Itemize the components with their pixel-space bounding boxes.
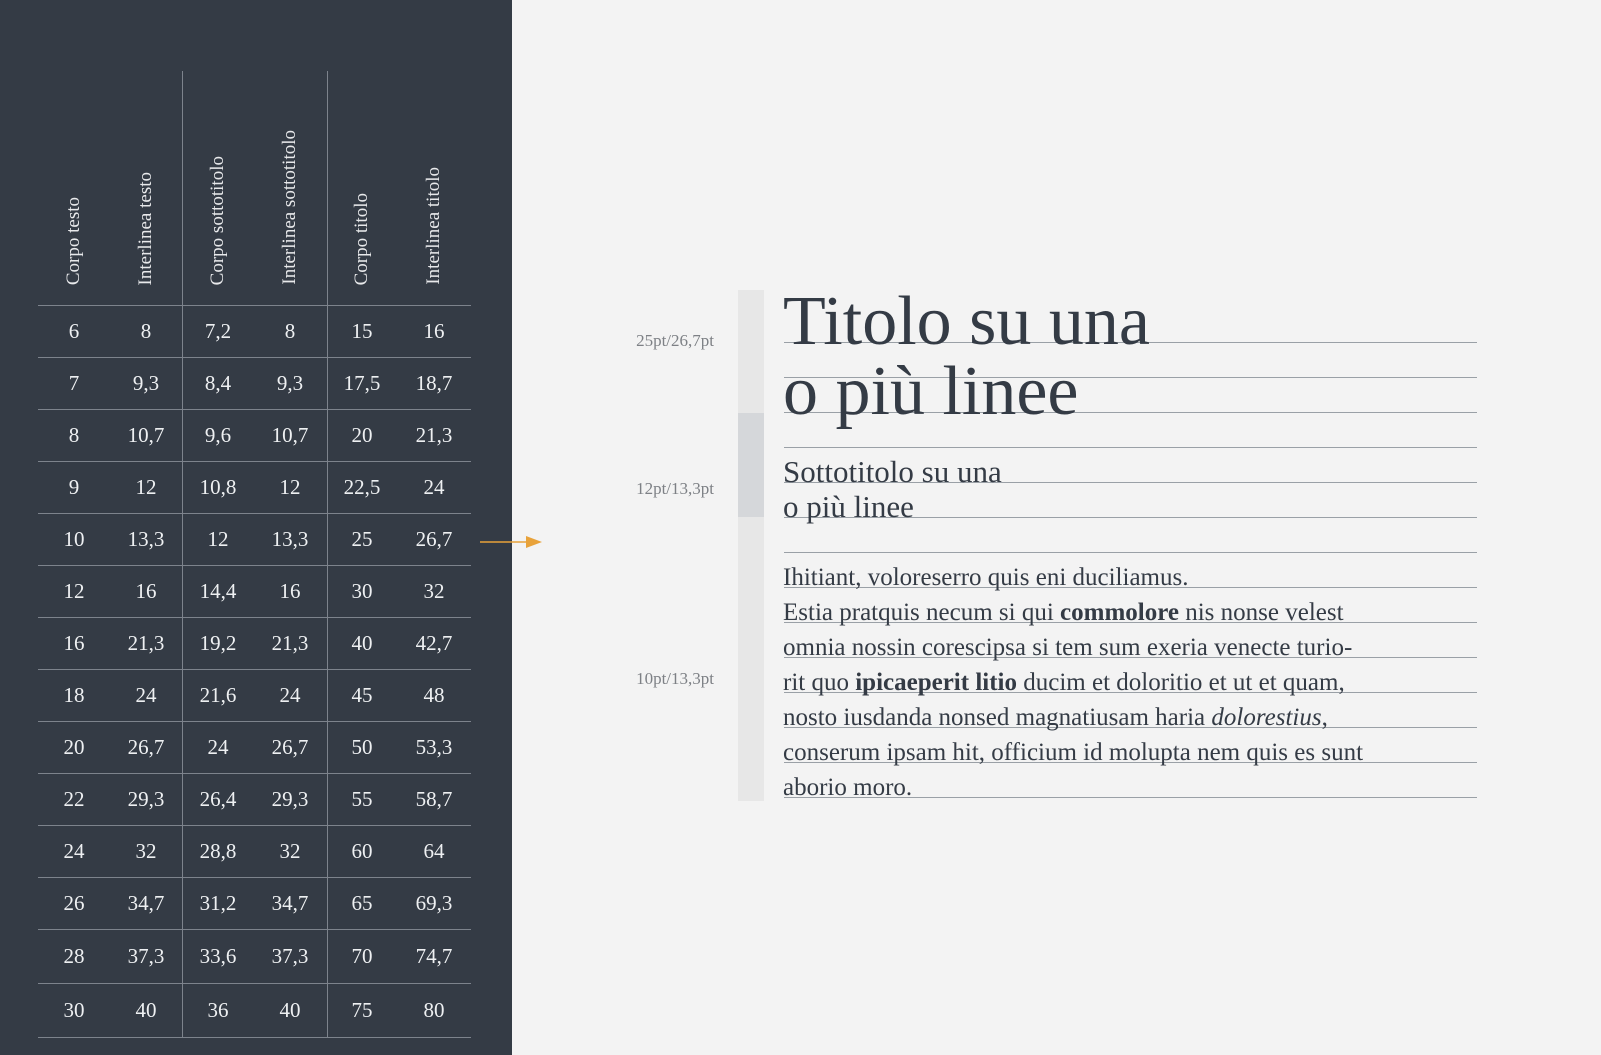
table-cell: 15 <box>351 319 373 343</box>
table-cell: 16 <box>135 579 157 603</box>
table-cell: 29,3 <box>127 787 165 811</box>
table-cell: 12 <box>207 527 229 551</box>
table-cell: 34,7 <box>271 891 309 915</box>
title-spec-label: 25pt/26,7pt <box>636 331 714 350</box>
table-cell: 20 <box>63 735 85 759</box>
table-row <box>38 566 471 618</box>
subtitle-spec-label: 12pt/13,3pt <box>636 479 714 498</box>
preview-subtitle-line: o più linee <box>783 489 914 524</box>
header-corpo-titolo: Corpo titolo <box>351 192 372 285</box>
table-cell: 30 <box>351 579 373 603</box>
scale-bar <box>738 290 764 801</box>
table-cell: 8 <box>68 423 80 447</box>
header-interlinea-titolo: Interlinea titolo <box>423 167 444 285</box>
preview-title-line: Titolo su una <box>783 283 1150 360</box>
table-cell: 75 <box>351 998 373 1022</box>
table-cell: 32 <box>279 839 301 863</box>
table-cell: 40 <box>351 631 373 655</box>
table-cell: 24 <box>207 735 229 759</box>
bold-text: commolore <box>1060 599 1179 626</box>
table-cell: 10,7 <box>271 423 309 447</box>
table-cell: 9,3 <box>132 371 160 395</box>
table-cell: 48 <box>423 683 445 707</box>
table-row <box>38 984 471 1038</box>
table-row <box>38 878 471 930</box>
table-cell: 12 <box>63 579 85 603</box>
table-cell: 74,7 <box>415 944 453 968</box>
table-cell: 22 <box>63 787 85 811</box>
table-cell: 34,7 <box>127 891 165 915</box>
table-cell: 12 <box>135 475 157 499</box>
table-cell: 25 <box>351 527 373 551</box>
table-cell: 24 <box>423 475 445 499</box>
table-cell: 16 <box>63 631 85 655</box>
table-cell: 28,8 <box>199 839 237 863</box>
table-cell: 8,4 <box>204 371 232 395</box>
table-cell: 20 <box>351 423 373 447</box>
table-cell: 6 <box>68 319 80 343</box>
table-cell: 37,3 <box>127 944 165 968</box>
table-cell: 65 <box>351 891 373 915</box>
table-cell: 8 <box>140 319 152 343</box>
table-cell: 26,7 <box>127 735 165 759</box>
table-cell: 13,3 <box>127 527 165 551</box>
table-cell: 50 <box>351 735 373 759</box>
header-interlinea-testo: Interlinea testo <box>135 171 156 285</box>
table-cell: 26,7 <box>271 735 309 759</box>
header-corpo-testo: Corpo testo <box>63 196 84 285</box>
table-cell: 10,8 <box>199 475 237 499</box>
table-cell: 9 <box>68 475 80 499</box>
table-cell: 24 <box>279 683 301 707</box>
preview-title-line: o più linee <box>783 353 1079 430</box>
table-cell: 7 <box>68 371 80 395</box>
table-cell: 16 <box>279 579 301 603</box>
table-cell: 69,3 <box>415 891 453 915</box>
table-cell: 33,6 <box>199 944 237 968</box>
table-cell: 80 <box>423 998 445 1022</box>
table-row <box>38 306 471 358</box>
table-cell: 30 <box>63 998 85 1022</box>
table-cell: 58,7 <box>415 787 453 811</box>
table-cell: 29,3 <box>271 787 309 811</box>
table-cell: 17,5 <box>343 371 381 395</box>
table-row <box>38 618 471 670</box>
header-interlinea-sottotitolo: Interlinea sottotitolo <box>279 130 300 285</box>
body-spec-label: 10pt/13,3pt <box>636 669 714 688</box>
size-table-panel <box>0 0 512 1055</box>
preview-body-line: Ihitiant, voloreserro quis eni duciliamus. <box>783 564 1189 591</box>
table-row <box>38 514 471 566</box>
table-row <box>38 722 471 774</box>
table-row <box>38 670 471 722</box>
table-cell: 7,2 <box>204 319 232 343</box>
table-cell: 14,4 <box>199 579 237 603</box>
preview-body-line: rit quo ipicaeperit litio ducim et doloritio et ut et quam, <box>783 669 1345 696</box>
table-cell: 28 <box>63 944 85 968</box>
table-cell: 19,2 <box>199 631 237 655</box>
table-cell: 18,7 <box>415 371 453 395</box>
preview-body-line: omnia nossin corescipsa si tem sum exeria venecte turio- <box>783 634 1353 661</box>
table-cell: 21,3 <box>271 631 309 655</box>
table-row <box>38 774 471 826</box>
header-corpo-sottotitolo: Corpo sottotitolo <box>207 155 228 285</box>
italic-text: dolorestius <box>1211 704 1322 731</box>
table-cell: 10,7 <box>127 423 165 447</box>
table-cell: 18 <box>63 683 85 707</box>
table-cell: 53,3 <box>415 735 453 759</box>
bold-text: ipicaeperit litio <box>855 669 1017 696</box>
preview-body-line: conserum ipsam hit, officium id molupta nem quis es sunt <box>783 739 1364 766</box>
table-cell: 22,5 <box>343 475 381 499</box>
table-cell: 26 <box>63 891 85 915</box>
table-cell: 70 <box>351 944 373 968</box>
preview-body-line: aborio moro. <box>783 774 913 801</box>
table-cell: 60 <box>351 839 373 863</box>
table-cell: 16 <box>423 319 445 343</box>
table-cell: 21,3 <box>127 631 165 655</box>
table-cell: 24 <box>135 683 157 707</box>
table-cell: 8 <box>284 319 296 343</box>
table-row <box>38 462 471 514</box>
table-cell: 37,3 <box>271 944 309 968</box>
table-cell: 64 <box>423 839 445 863</box>
baseline-rule <box>784 447 1477 448</box>
table-cell: 9,3 <box>276 371 304 395</box>
preview-body-line: nosto iusdanda nonsed magnatiusam haria dolorestius, <box>783 704 1328 731</box>
table-row <box>38 930 471 984</box>
table-cell: 45 <box>351 683 373 707</box>
preview-body-line: Estia pratquis necum si qui commolore nis nonse velest <box>783 599 1344 626</box>
table-cell: 26,7 <box>415 527 453 551</box>
table-cell: 12 <box>279 475 301 499</box>
table-cell: 36 <box>207 998 229 1022</box>
table-cell: 32 <box>423 579 445 603</box>
table-cell: 21,6 <box>199 683 237 707</box>
preview-subtitle-line: Sottotitolo su una <box>783 454 1002 489</box>
size-table-body <box>38 306 471 1038</box>
scale-bar-highlight <box>738 413 764 517</box>
table-cell: 13,3 <box>271 527 309 551</box>
table-row <box>38 358 471 410</box>
table-row <box>38 410 471 462</box>
table-cell: 24 <box>63 839 85 863</box>
table-cell: 40 <box>279 998 301 1022</box>
arrow-right-icon <box>480 536 542 548</box>
table-cell: 26,4 <box>199 787 237 811</box>
table-cell: 42,7 <box>415 631 453 655</box>
table-cell: 40 <box>135 998 157 1022</box>
table-cell: 31,2 <box>199 891 237 915</box>
table-cell: 32 <box>135 839 157 863</box>
baseline-rule <box>784 552 1477 553</box>
table-cell: 21,3 <box>415 423 453 447</box>
table-row <box>38 826 471 878</box>
table-cell: 9,6 <box>204 423 232 447</box>
table-cell: 55 <box>351 787 373 811</box>
table-cell: 10 <box>63 527 85 551</box>
